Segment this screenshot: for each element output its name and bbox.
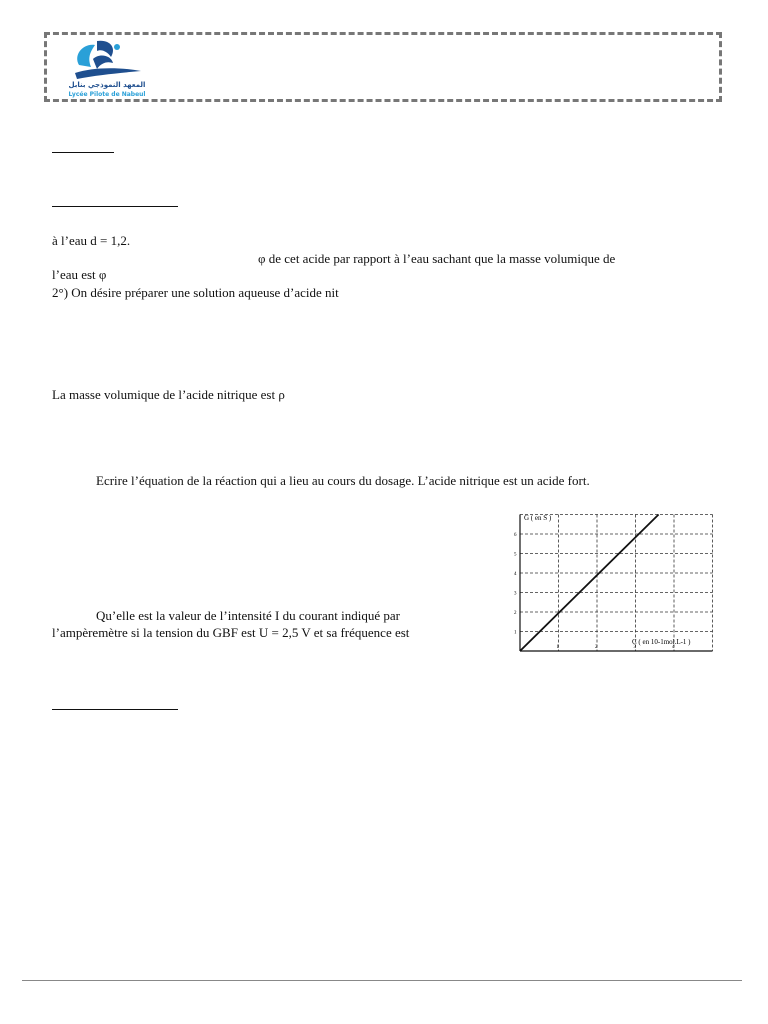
section-title-underline-3 [52,709,178,710]
y-tick-label: 3 [514,591,517,597]
text-nitric-acid-density: La masse volumique de l’acide nitrique est ρ [52,387,285,402]
y-tick-label: 2 [514,611,517,616]
conductance-chart-svg [506,505,718,663]
text-density: à l’eau d = 1,2. [52,233,131,248]
text-gbf-voltage: l’ampèremètre si la tension du GBF est U = 2,5 V et sa fréquence est [52,625,410,640]
header-box [44,32,722,102]
y-tick-label: 6 [514,533,517,538]
y-axis-label: G ( en S ) [524,514,552,522]
x-axis-label: C ( en 10-1mol.L-1 ) [632,638,691,646]
text-water-density: l’eau est φ [52,267,107,282]
text-question-2: 2°) On désire préparer une solution aqueuse d’acide nit [52,285,339,300]
text-current-question: Qu’elle est la valeur de l’intensité I du courant indiqué par [96,608,400,623]
text-density-question: φ de cet acide par rapport à l’eau sachant que la masse volumique de [258,251,616,266]
y-tick-label: 1 [514,630,517,636]
school-logo [61,37,153,101]
x-tick-label: 1 [556,645,559,650]
series-line [520,515,659,652]
section-title-underline-1 [52,152,114,153]
conductance-chart [506,505,718,667]
y-tick-label: 4 [514,572,517,577]
footer-rule [22,980,742,981]
logo-emblem-icon [69,37,145,83]
y-tick-label: 5 [514,552,517,558]
text-reaction-equation: Ecrire l’équation de la réaction qui a lieu au cours du dosage. L’acide nitrique est un acide fort. [96,473,590,488]
x-tick-label: 4 [672,645,675,650]
logo-arabic-text: المعهد النموذجي بنابل [68,81,146,89]
x-tick-label: 3 [633,645,636,650]
x-tick-label: 2 [595,645,598,650]
section-title-underline-2 [52,206,178,207]
logo-french-text: Lycée Pilote de Nabeul [68,91,146,98]
